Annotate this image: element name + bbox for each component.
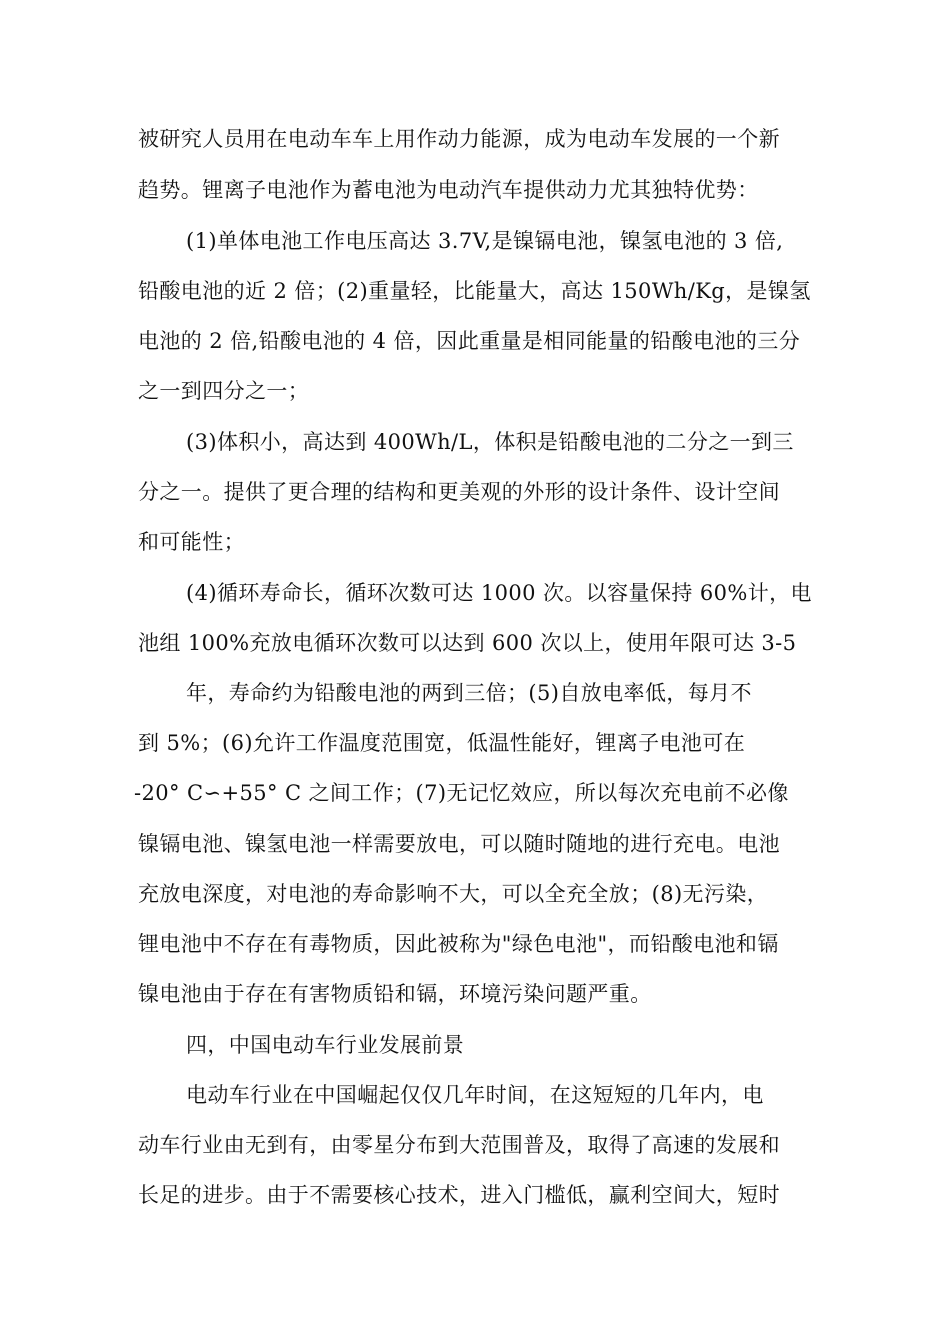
text-line: 和可能性； [138,530,245,554]
text-line: 电池的 2 倍,铅酸电池的 4 倍，因此重量是相同能量的铅酸电池的三分 [138,329,801,353]
text-line: 动车行业由无到有，由零星分布到大范围普及，取得了高速的发展和 [138,1133,780,1157]
text-line: 充放电深度，对电池的寿命影响不大，可以全充全放；(8)无污染， [138,882,769,906]
text-line: (4)循环寿命长，循环次数可达 1000 次。以容量保持 60%计，电 [186,581,812,605]
text-line: 被研究人员用在电动车车上用作动力能源，成为电动车发展的一个新 [138,127,780,151]
text-line: 年，寿命约为铅酸电池的两到三倍；(5)自放电率低，每月不 [186,681,752,705]
text-line: 电动车行业在中国崛起仅仅几年时间，在这短短的几年内，电 [186,1083,764,1107]
text-line: 镍电池由于存在有害物质铅和镉，环境污染问题严重。 [138,982,652,1006]
text-line: 之一到四分之一； [138,379,310,403]
text-line: 长足的进步。由于不需要核心技术，进入门槛低，赢利空间大，短时 [138,1183,780,1207]
text-line: 趋势。锂离子电池作为蓄电池为电动汽车提供动力尤其独特优势： [138,178,759,202]
text-line: 镍镉电池、镍氢电池一样需要放电，可以随时随地的进行充电。电池 [138,832,780,856]
text-line: 到 5%；(6)允许工作温度范围宽，低温性能好，锂离子电池可在 [138,731,746,755]
text-line: 池组 100%充放电循环次数可以达到 600 次以上，使用年限可达 3-5 [138,631,797,655]
text-line: 铅酸电池的近 2 倍；(2)重量轻，比能量大，高达 150Wh/Kg，是镍氢 [138,279,811,303]
text-line: (3)体积小，高达到 400Wh/L，体积是铅酸电池的二分之一到三 [186,430,794,454]
text-line: 锂电池中不存在有毒物质，因此被称为"绿色电池"，而铅酸电池和镉 [138,932,779,956]
text-line: 分之一。提供了更合理的结构和更美观的外形的设计条件、设计空间 [138,480,780,504]
text-line: -20° C∽+55° C 之间工作；(7)无记忆效应，所以每次充电前不必像 [134,781,789,805]
section-heading: 四，中国电动车行业发展前景 [186,1033,465,1057]
text-line: (1)单体电池工作电压高达 3.7V,是镍镉电池，镍氢电池的 3 倍, [186,229,784,253]
